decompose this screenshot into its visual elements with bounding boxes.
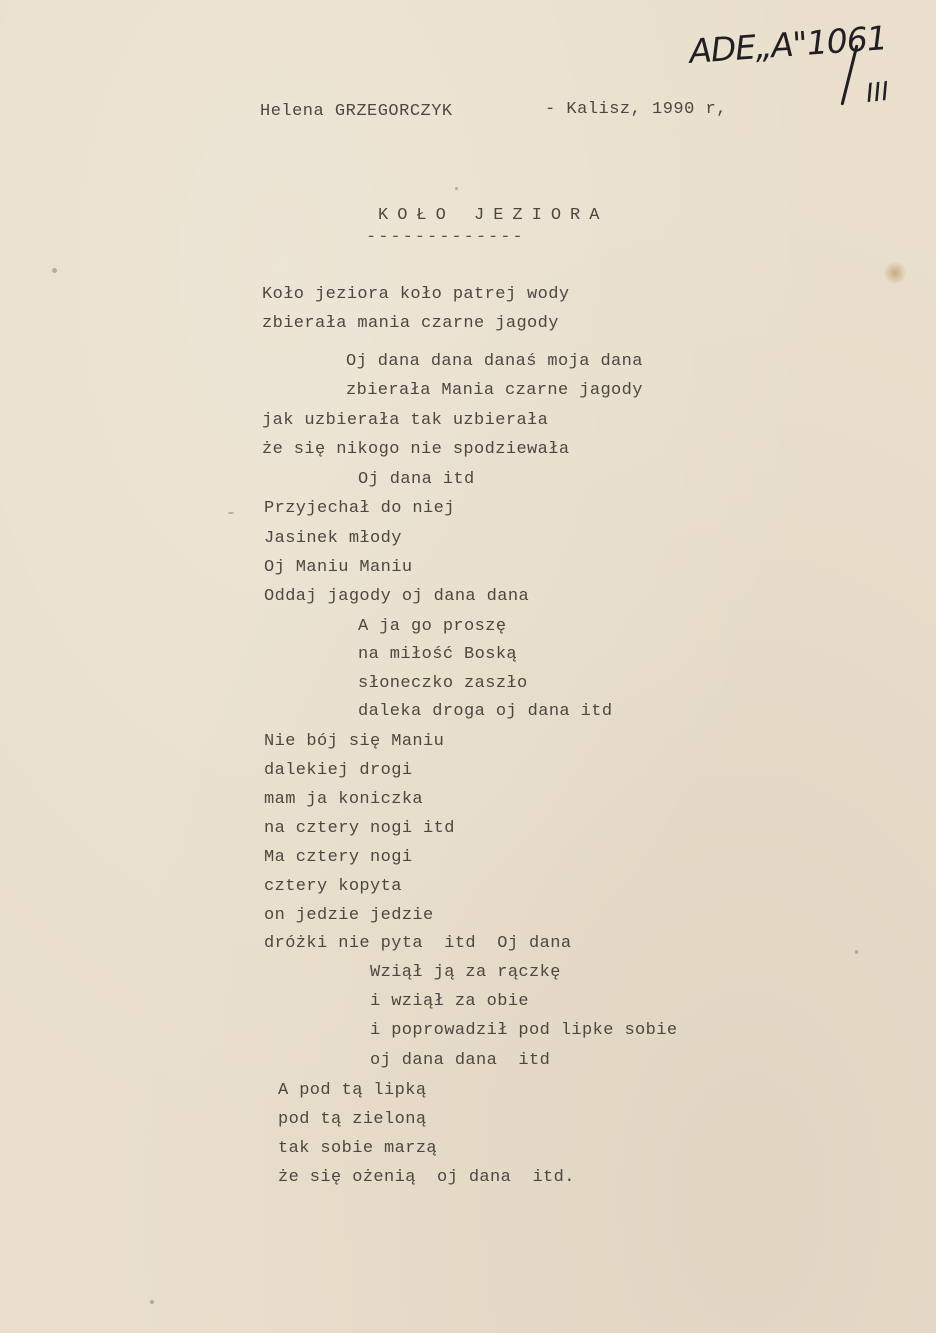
- verse-line: A ja go proszę: [358, 617, 507, 636]
- verse-line: mam ja koniczka: [264, 790, 424, 809]
- verse-line: Oddaj jagody oj dana dana: [264, 587, 530, 606]
- song-title: KOŁO JEZIORA: [378, 206, 609, 225]
- verse-line: jak uzbierała tak uzbierała: [262, 411, 549, 430]
- archive-signature-fraction: III: [864, 76, 891, 110]
- verse-line: Oj dana dana danaś moja dana: [346, 352, 643, 371]
- verse-line: oj dana dana itd: [370, 1051, 551, 1070]
- archive-signature: ADE„A"1061: [688, 18, 888, 71]
- verse-line: słoneczko zaszło: [358, 674, 528, 693]
- verse-line: Koło jeziora koło patrej wody: [262, 285, 570, 304]
- paper-speck: [150, 1300, 154, 1304]
- verse-line: i poprowadził pod lipke sobie: [370, 1021, 678, 1040]
- verse-line: dróżki nie pyta itd Oj dana: [264, 934, 572, 953]
- verse-line: na cztery nogi itd: [264, 819, 455, 838]
- verse-line: pod tą zieloną: [278, 1110, 427, 1129]
- verse-line: na miłość Boską: [358, 645, 518, 664]
- title-underline: -------------: [366, 228, 525, 247]
- place-date: - Kalisz, 1990 r,: [545, 100, 727, 119]
- paper-speck: [855, 950, 858, 954]
- verse-line: że się nikogo nie spodziewała: [262, 440, 570, 459]
- verse-line: Oj Maniu Maniu: [264, 558, 413, 577]
- verse-line: dalekiej drogi: [264, 761, 413, 780]
- verse-line: zbierała mania czarne jagody: [262, 314, 559, 333]
- paper-stain: [884, 262, 906, 284]
- verse-line: i wziął za obie: [370, 992, 530, 1011]
- verse-line: że się ożenią oj dana itd.: [278, 1168, 575, 1187]
- verse-line: Wziął ją za rączkę: [370, 963, 561, 982]
- verse-line: Jasinek młody: [264, 529, 402, 548]
- author-name: Helena GRZEGORCZYK: [260, 102, 453, 121]
- verse-line: Nie bój się Maniu: [264, 732, 445, 751]
- verse-line: on jedzie jedzie: [264, 906, 434, 925]
- paper-speck: [52, 268, 57, 273]
- verse-line: Ma cztery nogi: [264, 848, 413, 867]
- verse-line: zbierała Mania czarne jagody: [346, 381, 643, 400]
- paper-speck: [455, 187, 458, 190]
- paper-speck: [228, 512, 234, 514]
- verse-line: daleka droga oj dana itd: [358, 702, 613, 721]
- verse-line: Przyjechał do niej: [264, 499, 455, 518]
- verse-line: tak sobie marzą: [278, 1139, 438, 1158]
- verse-line: Oj dana itd: [358, 470, 475, 489]
- verse-line: A pod tą lipką: [278, 1081, 427, 1100]
- verse-line: cztery kopyta: [264, 877, 402, 896]
